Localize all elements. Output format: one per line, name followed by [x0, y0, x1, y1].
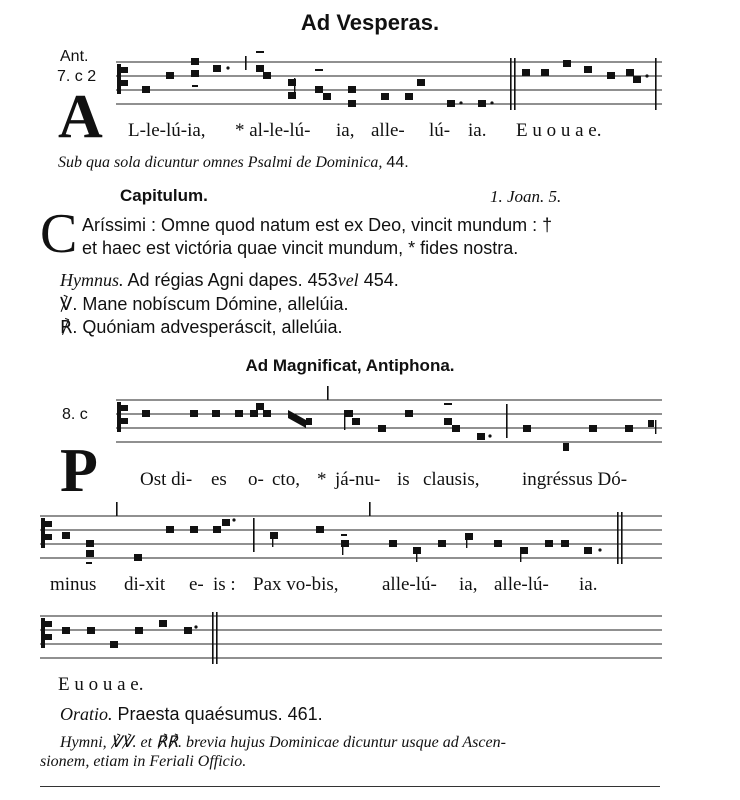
antiphon1-initial: A — [58, 83, 103, 151]
versicle-symbol: ℣. — [60, 294, 78, 314]
antiphon2-mode: 8. c — [62, 406, 88, 423]
oratio-label: Oratio. — [60, 704, 113, 724]
lyric-syllable: ia. — [579, 574, 598, 595]
psalms-note-text: Sub qua sola dicuntur omnes Psalmi de Dominica, — [58, 154, 383, 171]
lyric-syllable: o- — [248, 469, 264, 490]
hymn-number-2: 454. — [363, 270, 399, 290]
response-symbol: ℟. — [60, 317, 78, 337]
lyric-syllable: clausis, — [423, 469, 480, 490]
lyric-syllable: ingréssus Dó- — [522, 469, 628, 490]
oratio-text: Praesta quaésumus. — [117, 704, 283, 724]
staff-lines — [40, 616, 662, 658]
lyric-syllable: * — [317, 469, 327, 490]
lyric-syllable: alle- — [371, 120, 405, 141]
lyric-syllable: E u o u a e. — [58, 674, 144, 695]
final-note-line-1: Hymni, ℣℣. et ℟℟. brevia hujus Dominicae dicuntur usque ad Ascen- — [60, 734, 506, 751]
lyric-syllable: e- — [189, 574, 204, 595]
lyric-syllable: ia, — [336, 120, 355, 141]
vespers-title: Ad Vesperas. — [300, 10, 440, 35]
antiphon-label: Ant. — [60, 48, 89, 65]
final-note-line-2: sionem, etiam in Feriali Officio. — [40, 753, 247, 770]
lyric-syllable: já-nu- — [335, 469, 381, 490]
oratio-line — [60, 704, 323, 725]
lyric-syllable: is — [397, 469, 410, 490]
magnificat-title: Ad Magnificat, Antiphona. — [245, 356, 455, 375]
capitulum-initial: C — [40, 203, 78, 265]
lyric-syllable: L-le-lú-ia, — [128, 120, 206, 141]
page-bottom-rule — [40, 786, 660, 787]
lyric-syllable: ia, — [459, 574, 478, 595]
lyric-syllable: alle-lú- — [382, 574, 437, 595]
neumes — [62, 612, 218, 664]
hymn-number-1: 453 — [307, 270, 338, 290]
lyric-syllable: is : — [213, 574, 236, 595]
hymn-label: Hymnus. — [60, 270, 124, 290]
lyric-syllable: E u o u a e. — [516, 120, 602, 141]
lyric-syllable: lú- — [429, 120, 451, 141]
versicle-text: Mane nobíscum Dómine, allelúia. — [82, 294, 349, 314]
lyric-syllable: Pax vo-bis, — [253, 574, 339, 595]
lyric-syllable: * al-le-lú- — [235, 120, 311, 141]
oratio-page: 461. — [287, 704, 323, 724]
lyric-syllable: cto, — [272, 469, 300, 490]
hymn-text: Ad régias Agni dapes. — [127, 270, 303, 290]
antiphon2-initial: P — [60, 437, 98, 505]
antiphon-mode: 7. c 2 — [57, 68, 97, 85]
capitulum-line-2: et haec est victória quae vincit mundum, * fides nostra. — [82, 238, 519, 258]
lyric-syllable: Ost di- — [140, 469, 193, 490]
lyric-syllable: alle-lú- — [494, 574, 549, 595]
lyric-syllable: ia. — [468, 120, 487, 141]
capitulum-reference: 1. Joan. 5. — [490, 187, 562, 206]
psalms-page: 44. — [386, 154, 409, 171]
response-text: Quóniam advesperáscit, allelúia. — [82, 317, 343, 337]
capitulum-line-1: Aríssimi : Omne quod natum est ex Deo, vincit mundum : † — [82, 215, 553, 235]
lyric-syllable: di-xit — [124, 574, 166, 595]
lyric-syllable: es — [211, 469, 227, 490]
capitulum-heading: Capitulum. — [120, 186, 208, 205]
hymn-vel: vel — [337, 270, 359, 290]
lyric-syllable: minus — [50, 574, 97, 595]
